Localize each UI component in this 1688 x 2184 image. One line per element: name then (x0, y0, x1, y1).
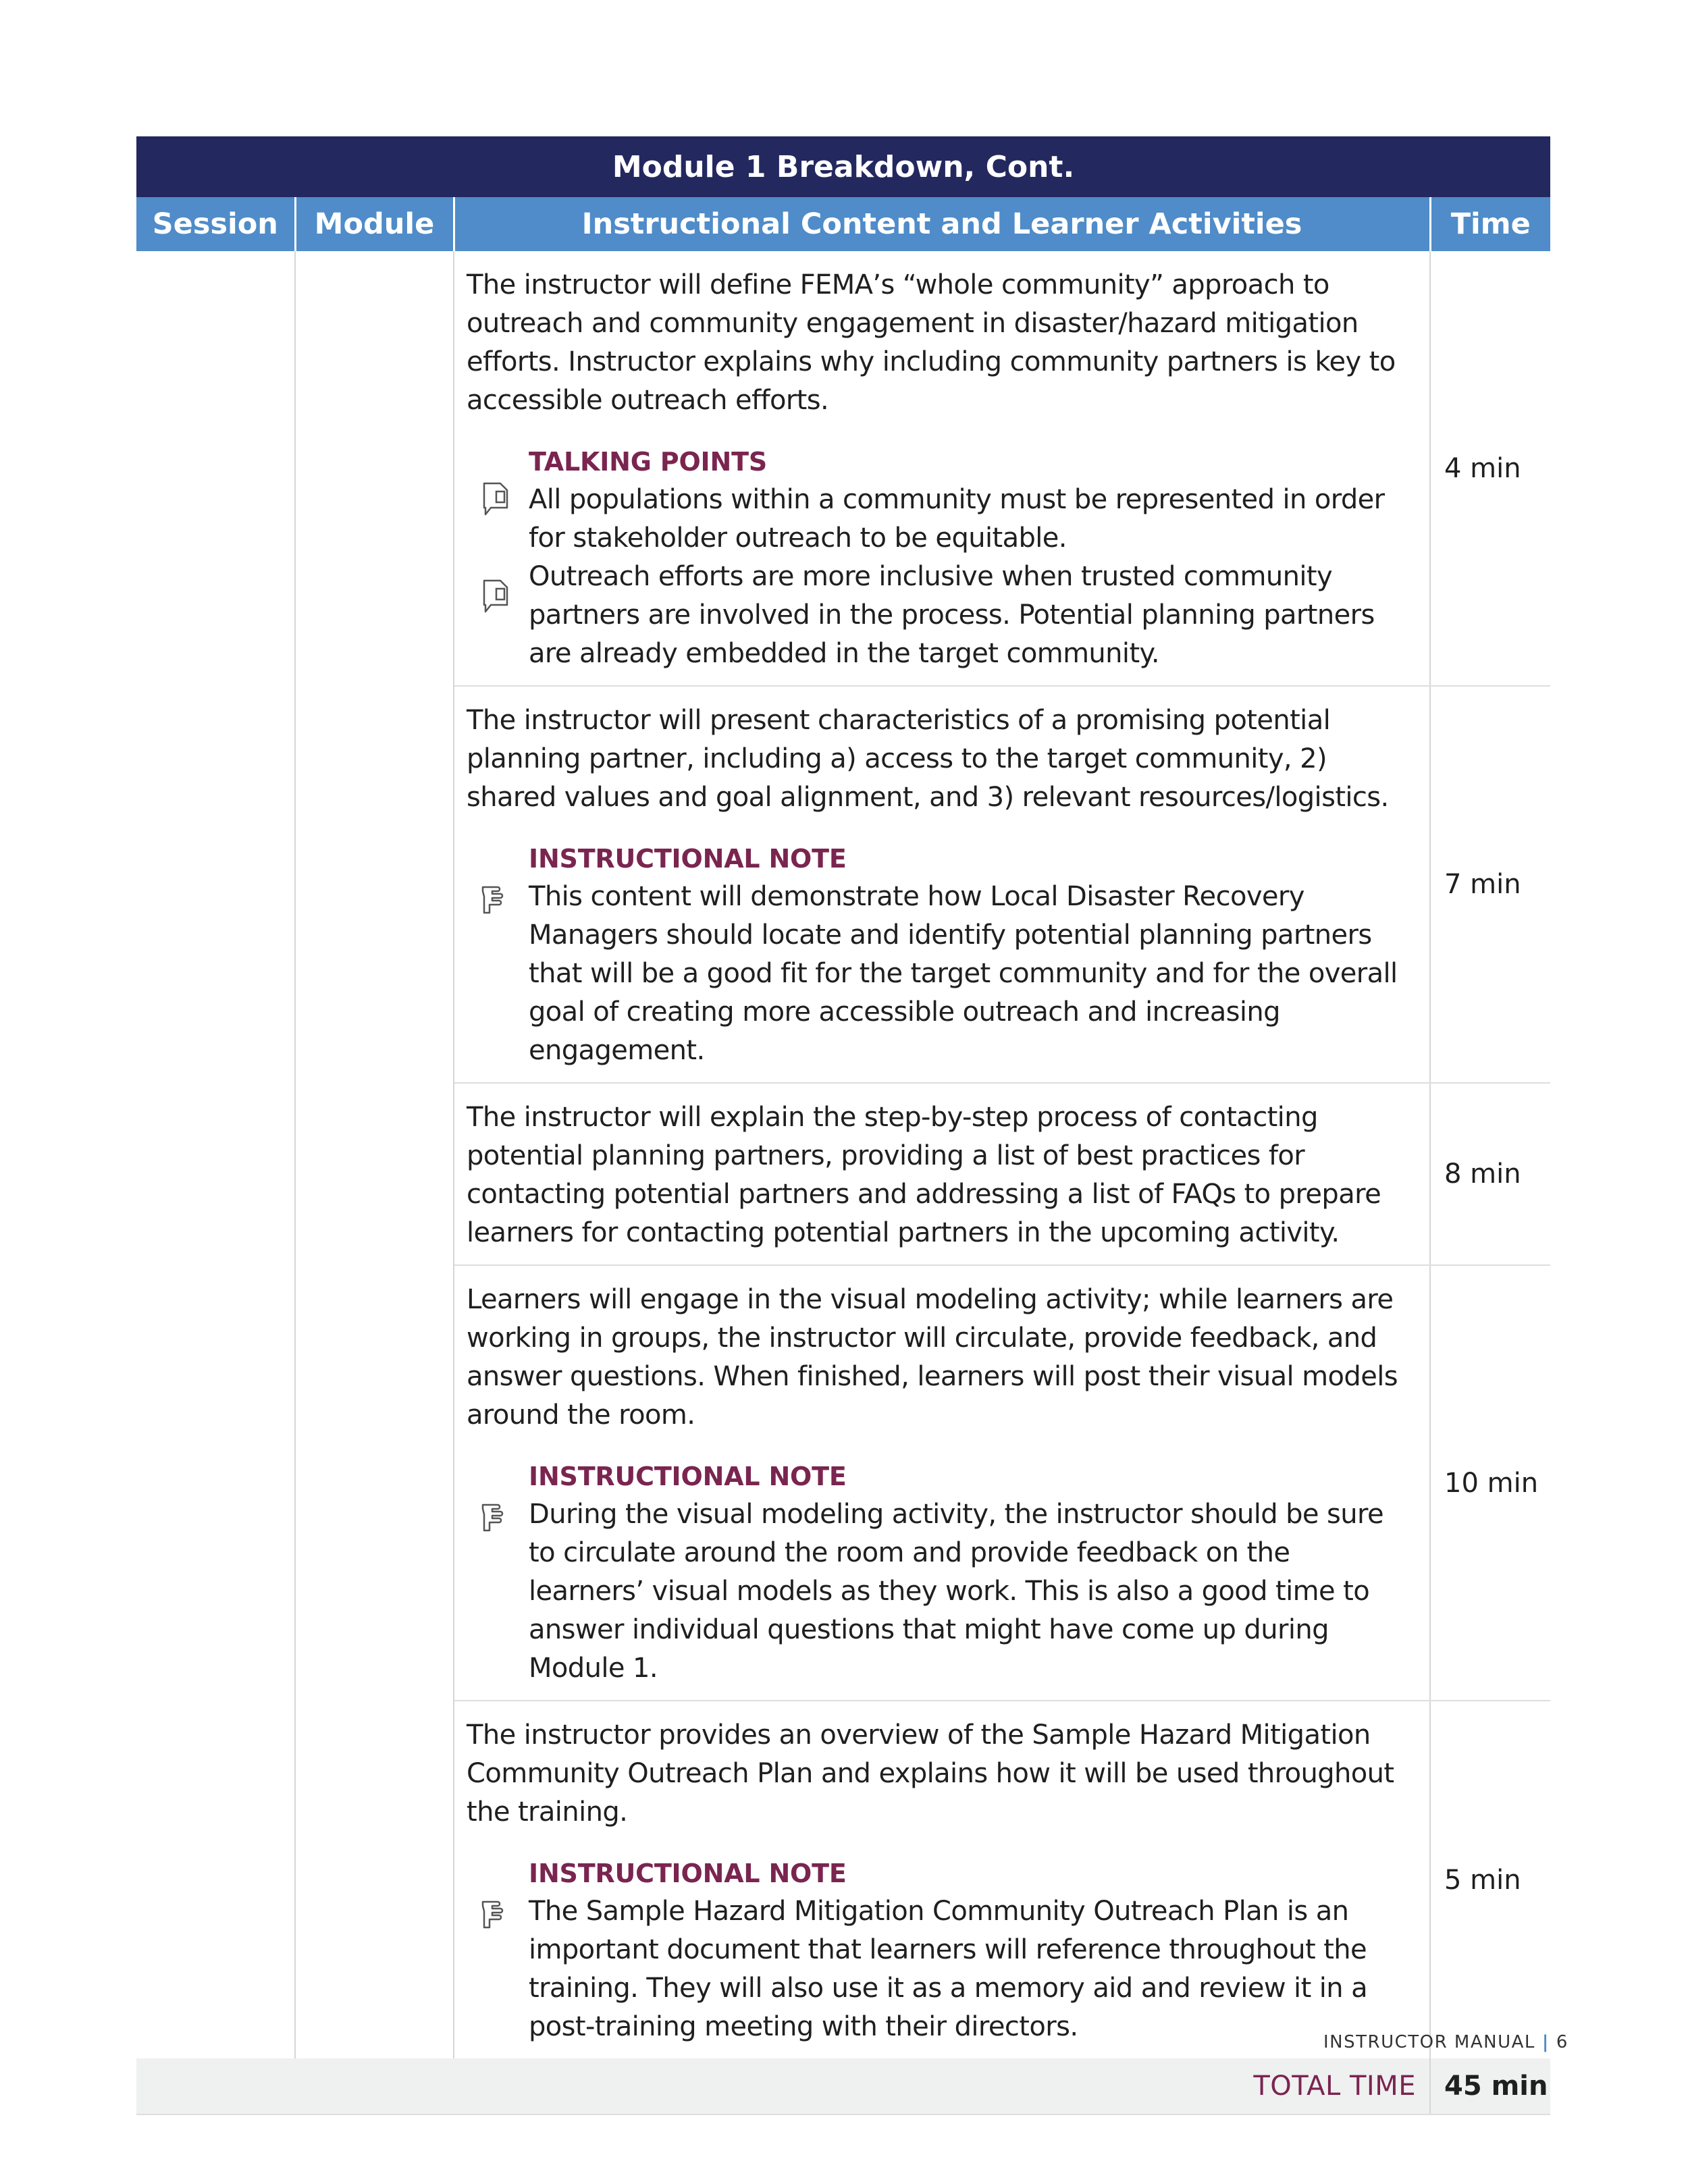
footer-separator: | (1541, 2032, 1550, 2052)
speech-bubble-icon (480, 481, 511, 520)
module-breakdown-table (136, 136, 1550, 2115)
talking-point: All populations within a community must be represented in order for stakeholder outreach to be equitable. (529, 484, 1385, 554)
activity-description: The instructor provides an overview of the Sample Hazard Mitigation Community Outreach Plan and explains how it will be used throughout the training. (467, 1720, 1394, 1828)
content-cell (454, 251, 1430, 686)
pointing-hand-icon (480, 1892, 511, 1932)
header-module: Module (295, 197, 454, 251)
note-title: INSTRUCTIONAL NOTE (529, 1859, 847, 1888)
time-cell: 4 min (1430, 251, 1550, 686)
pointing-hand-icon (480, 1495, 511, 1535)
activity-description: The instructor will explain the step-by-step process of contacting potential planning partners, providing a list of best practices for contacting potential partners and addressing a list of FAQs to prepare learners for contacting potential partners in the upcoming activity. (467, 1102, 1381, 1248)
speech-bubble-icon (480, 578, 511, 617)
time-cell: 8 min (1430, 1083, 1550, 1265)
instructional-note (467, 1855, 1413, 2046)
table-title: Module 1 Breakdown, Cont. (136, 136, 1550, 197)
activity-description: Learners will engage in the visual modeling activity; while learners are working in groups, the instructor will circulate, provide feedback, and answer questions. When finished, learners will post their visual models around the room. (467, 1284, 1398, 1431)
time-cell: 7 min (1430, 686, 1550, 1083)
note-title: INSTRUCTIONAL NOTE (529, 844, 847, 874)
note-text: The Sample Hazard Mitigation Community Outreach Plan is an important document that learners will reference throughout the training. They will also use it as a memory aid and review it in a post-training meeting with their directors. (529, 1896, 1368, 2042)
page-number: 6 (1556, 2032, 1568, 2052)
instructional-note (467, 1458, 1413, 1688)
content-cell (454, 686, 1430, 1083)
total-value: 45 min (1430, 2058, 1550, 2114)
content-cell (454, 1265, 1430, 1701)
activity-description: The instructor will define FEMA’s “whole community” approach to outreach and community engagement in disaster/hazard mitigation efforts. Instructor explains why including community partners is key to accessible outreach efforts. (467, 269, 1396, 416)
talking-points (467, 443, 1413, 673)
note-text: During the visual modeling activity, the instructor should be sure to circulate around the room and provide feedback on the learners’ visual models as they work. This is also a good time to answer individual questions that might have come up during Module 1. (529, 1499, 1384, 1684)
module-cell (295, 251, 454, 2058)
activity-description: The instructor will present characteristics of a promising potential planning partner, including a) access to the target community, 2) shared values and goal alignment, and 3) relevant resources/logistics. (467, 705, 1389, 813)
instructional-note (467, 840, 1413, 1070)
note-title: INSTRUCTIONAL NOTE (529, 1462, 847, 1491)
total-label: TOTAL TIME (136, 2058, 1430, 2114)
note-text: This content will demonstrate how Local Disaster Recovery Managers should locate and identify potential planning partners that will be a good fit for the target community and for the overall goal of creating more accessible outreach and increasing engagement. (529, 881, 1398, 1066)
time-cell: 10 min (1430, 1265, 1550, 1701)
content-cell (454, 1701, 1430, 2058)
content-cell (454, 1083, 1430, 1265)
table-row (136, 251, 1550, 686)
header-session: Session (136, 197, 295, 251)
note-title: TALKING POINTS (529, 447, 767, 477)
footer-label: INSTRUCTOR MANUAL (1323, 2032, 1535, 2052)
page-footer (1323, 2032, 1568, 2052)
time-cell: 5 min (1444, 1864, 1521, 1896)
session-cell (136, 251, 295, 2058)
header-time: Time (1430, 197, 1550, 251)
total-row (136, 2058, 1550, 2114)
header-content: Instructional Content and Learner Activities (454, 197, 1430, 251)
talking-point: Outreach efforts are more inclusive when trusted community partners are involved in the process. Potential planning partners are already embedded in the target community. (529, 561, 1375, 669)
pointing-hand-icon (480, 878, 511, 917)
